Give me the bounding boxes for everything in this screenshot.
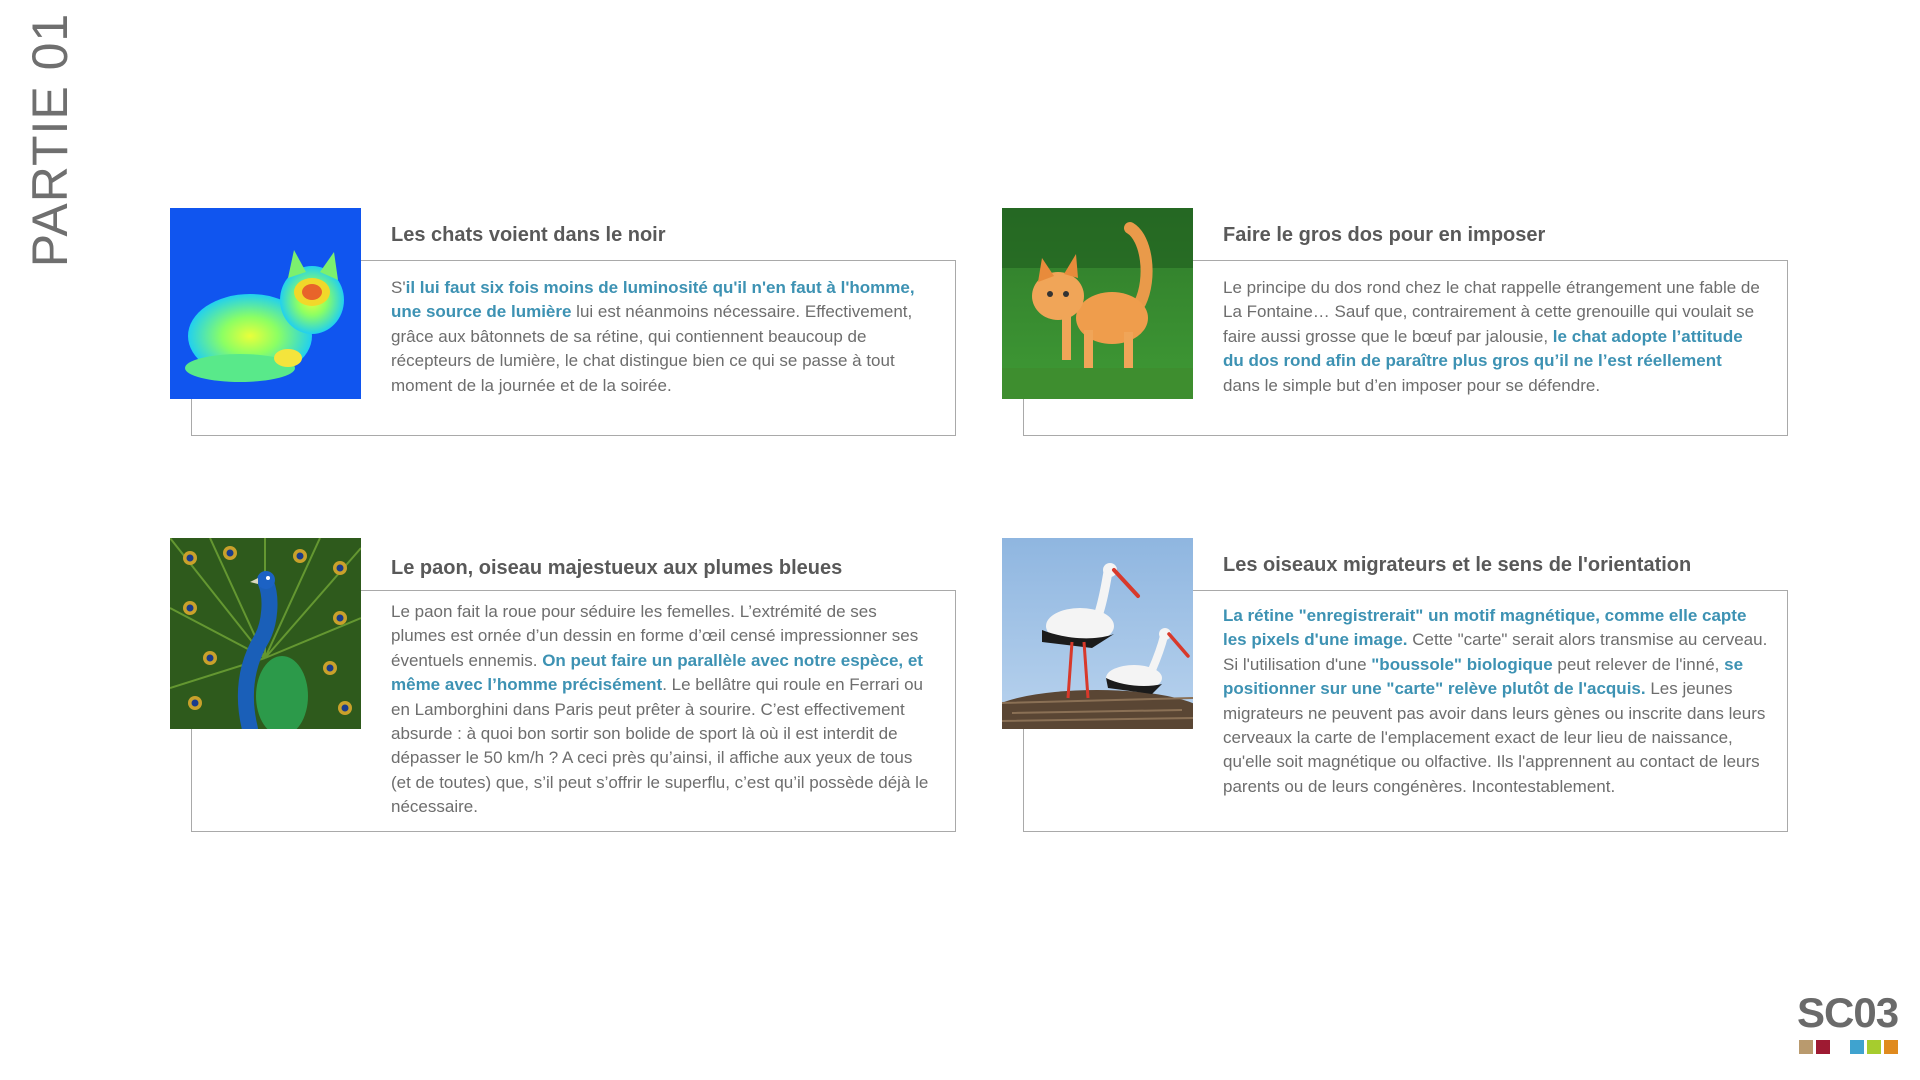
sc03-logo — [1797, 989, 1903, 1053]
logo-swatch — [1867, 1040, 1881, 1054]
logo-swatch — [1816, 1040, 1830, 1054]
body-text: Cette "carte" serait alors transmise au cerveau. Si l'utilisation d'une — [1223, 630, 1768, 674]
body-text: peut relever de l'inné, — [1552, 654, 1725, 674]
body-text: Le paon fait la roue pour séduire les femelles. L’extrémité de ses plumes est ornée d’un dessin en forme d’œil censé impressionner ses éventuels ennemis. — [391, 602, 919, 670]
body-text: . Le bellâtre qui roule en Ferrari ou en Lamborghini dans Paris peut prêter à sourire. C’est effectivement absurde : à quoi bon sortir son bolide de sport là où il est interdit de dépasser le 50 km/h ? A ceci près qu’ainsi, il affiche aux yeux de tous (et de toutes) que, s’il peut s’offrir le superflu, c’est qu’il possède déjà le nécessaire. — [391, 675, 929, 817]
body-text: Les jeunes migrateurs ne peuvent pas avoir dans leurs gènes ou inscrite dans leurs cerveaux la carte de l'emplacement exact de leur lieu de naissance, qu'elle soit magnétique ou olfactive. Ils l'apprennent au contact de leurs parents ou de leurs congénères. Incontestablement. — [1223, 679, 1766, 796]
body-text: Le principe du dos rond chez le chat rappelle étrangement une fable de La Fontaine… Sauf que, contrairement à cette grenouille qui voulait se faire aussi grosse que le bœuf par jalousie, — [1223, 278, 1760, 346]
card-title: Les oiseaux migrateurs et le sens de l'orientation — [1223, 554, 1692, 576]
peacock-image — [170, 538, 361, 729]
logo-text: SC03 — [1797, 989, 1899, 1036]
card-text — [1223, 276, 1763, 398]
logo-swatch — [1833, 1040, 1847, 1054]
section-title-text: PARTIE 01 — [22, 12, 78, 268]
logo-swatch — [1884, 1040, 1898, 1054]
highlight-text: il lui faut six fois moins de luminosité qu'il n'en faut à l'homme, une source de lumière — [391, 278, 915, 322]
body-text: dans le simple but d’en imposer pour se défendre. — [1223, 375, 1601, 395]
card-text — [1223, 604, 1768, 799]
storks-image — [1002, 538, 1193, 729]
body-text: lui est néanmoins nécessaire. Effectivement, grâce aux bâtonnets de sa rétine, qui contiennent beaucoup de récepteurs de lumière, le chat distingue bien ce qui se passe à tout moment de la journée et de la soirée. — [391, 302, 913, 395]
highlight-text: "boussole" biologique — [1371, 654, 1553, 674]
highlight-text: se positionner sur une "carte" relève plutôt de l'acquis. — [1223, 654, 1744, 699]
card-title: Faire le gros dos pour en imposer — [1223, 224, 1546, 246]
highlight-text: le chat adopte l’attitude du dos rond afin de paraître plus gros qu’il ne l’est réellement — [1223, 326, 1743, 371]
highlight-text: La rétine "enregistrerait" un motif magnétique, comme elle capte les pixels d'une image. — [1223, 606, 1747, 650]
body-text: S' — [391, 278, 406, 297]
card-text — [391, 276, 931, 398]
thermal-cat-image — [170, 208, 361, 399]
card-title: Le paon, oiseau majestueux aux plumes bleues — [391, 557, 843, 579]
kitten-image — [1002, 208, 1193, 399]
logo-swatch — [1799, 1040, 1813, 1054]
section-title — [20, 12, 80, 268]
card-title: Les chats voient dans le noir — [391, 224, 666, 246]
logo-swatch — [1850, 1040, 1864, 1054]
card-text — [391, 600, 936, 820]
highlight-text: On peut faire un parallèle avec notre espèce, et même avec l’homme précisément — [391, 650, 923, 695]
